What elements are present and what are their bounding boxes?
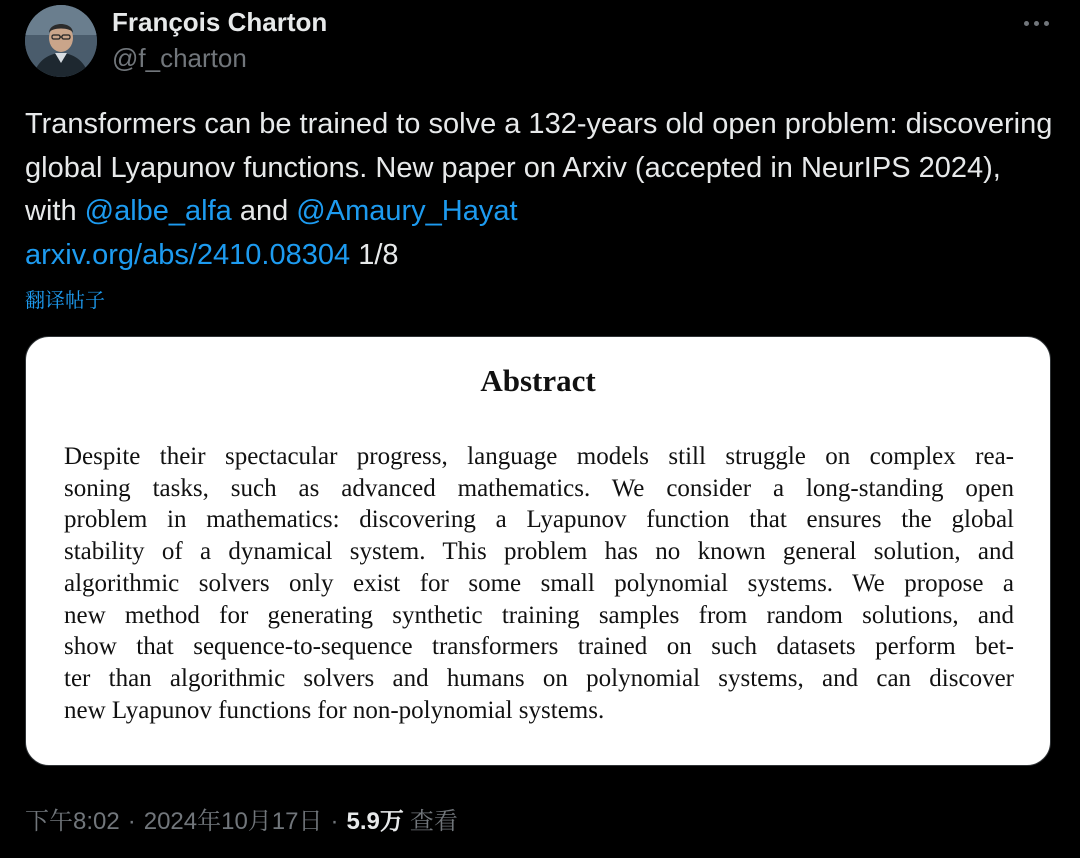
abstract-body (64, 441, 1014, 726)
abstract-line: ter than algorithmic solvers and humans on polynomial systems, and can discover (64, 664, 1014, 692)
abstract-line: algorithmic solvers only exist for some small polynomial systems. We propose a (64, 569, 1014, 597)
abstract-line: show that sequence-to-sequence transformers trained on such datasets perform bet- (64, 633, 1014, 661)
tweet-text-part: and (231, 195, 297, 228)
abstract-line: problem in mathematics: discovering a Lyapunov function that ensures the global (64, 506, 1014, 534)
translate-post-link[interactable]: 翻译帖子 (25, 290, 105, 312)
author-handle[interactable]: @f_charton (112, 43, 247, 73)
tweet-text (25, 103, 1055, 277)
thread-counter: 1/8 (350, 238, 399, 271)
more-options-button[interactable] (1014, 8, 1058, 38)
avatar[interactable] (25, 5, 97, 77)
abstract-title: Abstract (480, 363, 596, 398)
abstract-line: stability of a dynamical system. This problem has no known general solution, and (64, 538, 1014, 566)
abstract-line: new Lyapunov functions for non-polynomial systems. (64, 696, 605, 724)
post-time[interactable]: 下午8:02 (25, 808, 120, 835)
abstract-line: new method for generating synthetic training samples from random solutions, and (64, 601, 1014, 629)
tweet-text-part: Transformers can be trained to solve a 132-years old open problem: discovering global Lyapunov functions. New paper on Arxiv (accepted in NeurIPS 2024), with (25, 108, 1053, 228)
post-date[interactable]: 2024年10月17日 (143, 808, 323, 835)
media-image[interactable] (25, 336, 1051, 766)
tweet-meta (25, 801, 458, 836)
views-label: 查看 (409, 808, 458, 835)
mention-link[interactable]: @albe_alfa (84, 195, 232, 228)
abstract-line: soning tasks, such as advanced mathematics. We consider a long-standing open (64, 474, 1014, 502)
meta-separator: · (330, 808, 339, 835)
avatar-photo (25, 5, 97, 77)
meta-separator: · (127, 808, 136, 835)
more-horizontal-icon-dot (1044, 21, 1049, 26)
more-horizontal-icon (1024, 21, 1029, 26)
author-name[interactable]: François Charton (112, 7, 328, 37)
abstract-line: Despite their spectacular progress, language models still struggle on complex rea- (64, 443, 1014, 470)
views-count[interactable]: 5.9万 (346, 808, 404, 835)
mention-link[interactable]: @Amaury_Hayat (296, 195, 518, 228)
more-horizontal-icon-dot (1034, 21, 1039, 26)
arxiv-link[interactable]: arxiv.org/abs/2410.08304 (25, 238, 351, 271)
